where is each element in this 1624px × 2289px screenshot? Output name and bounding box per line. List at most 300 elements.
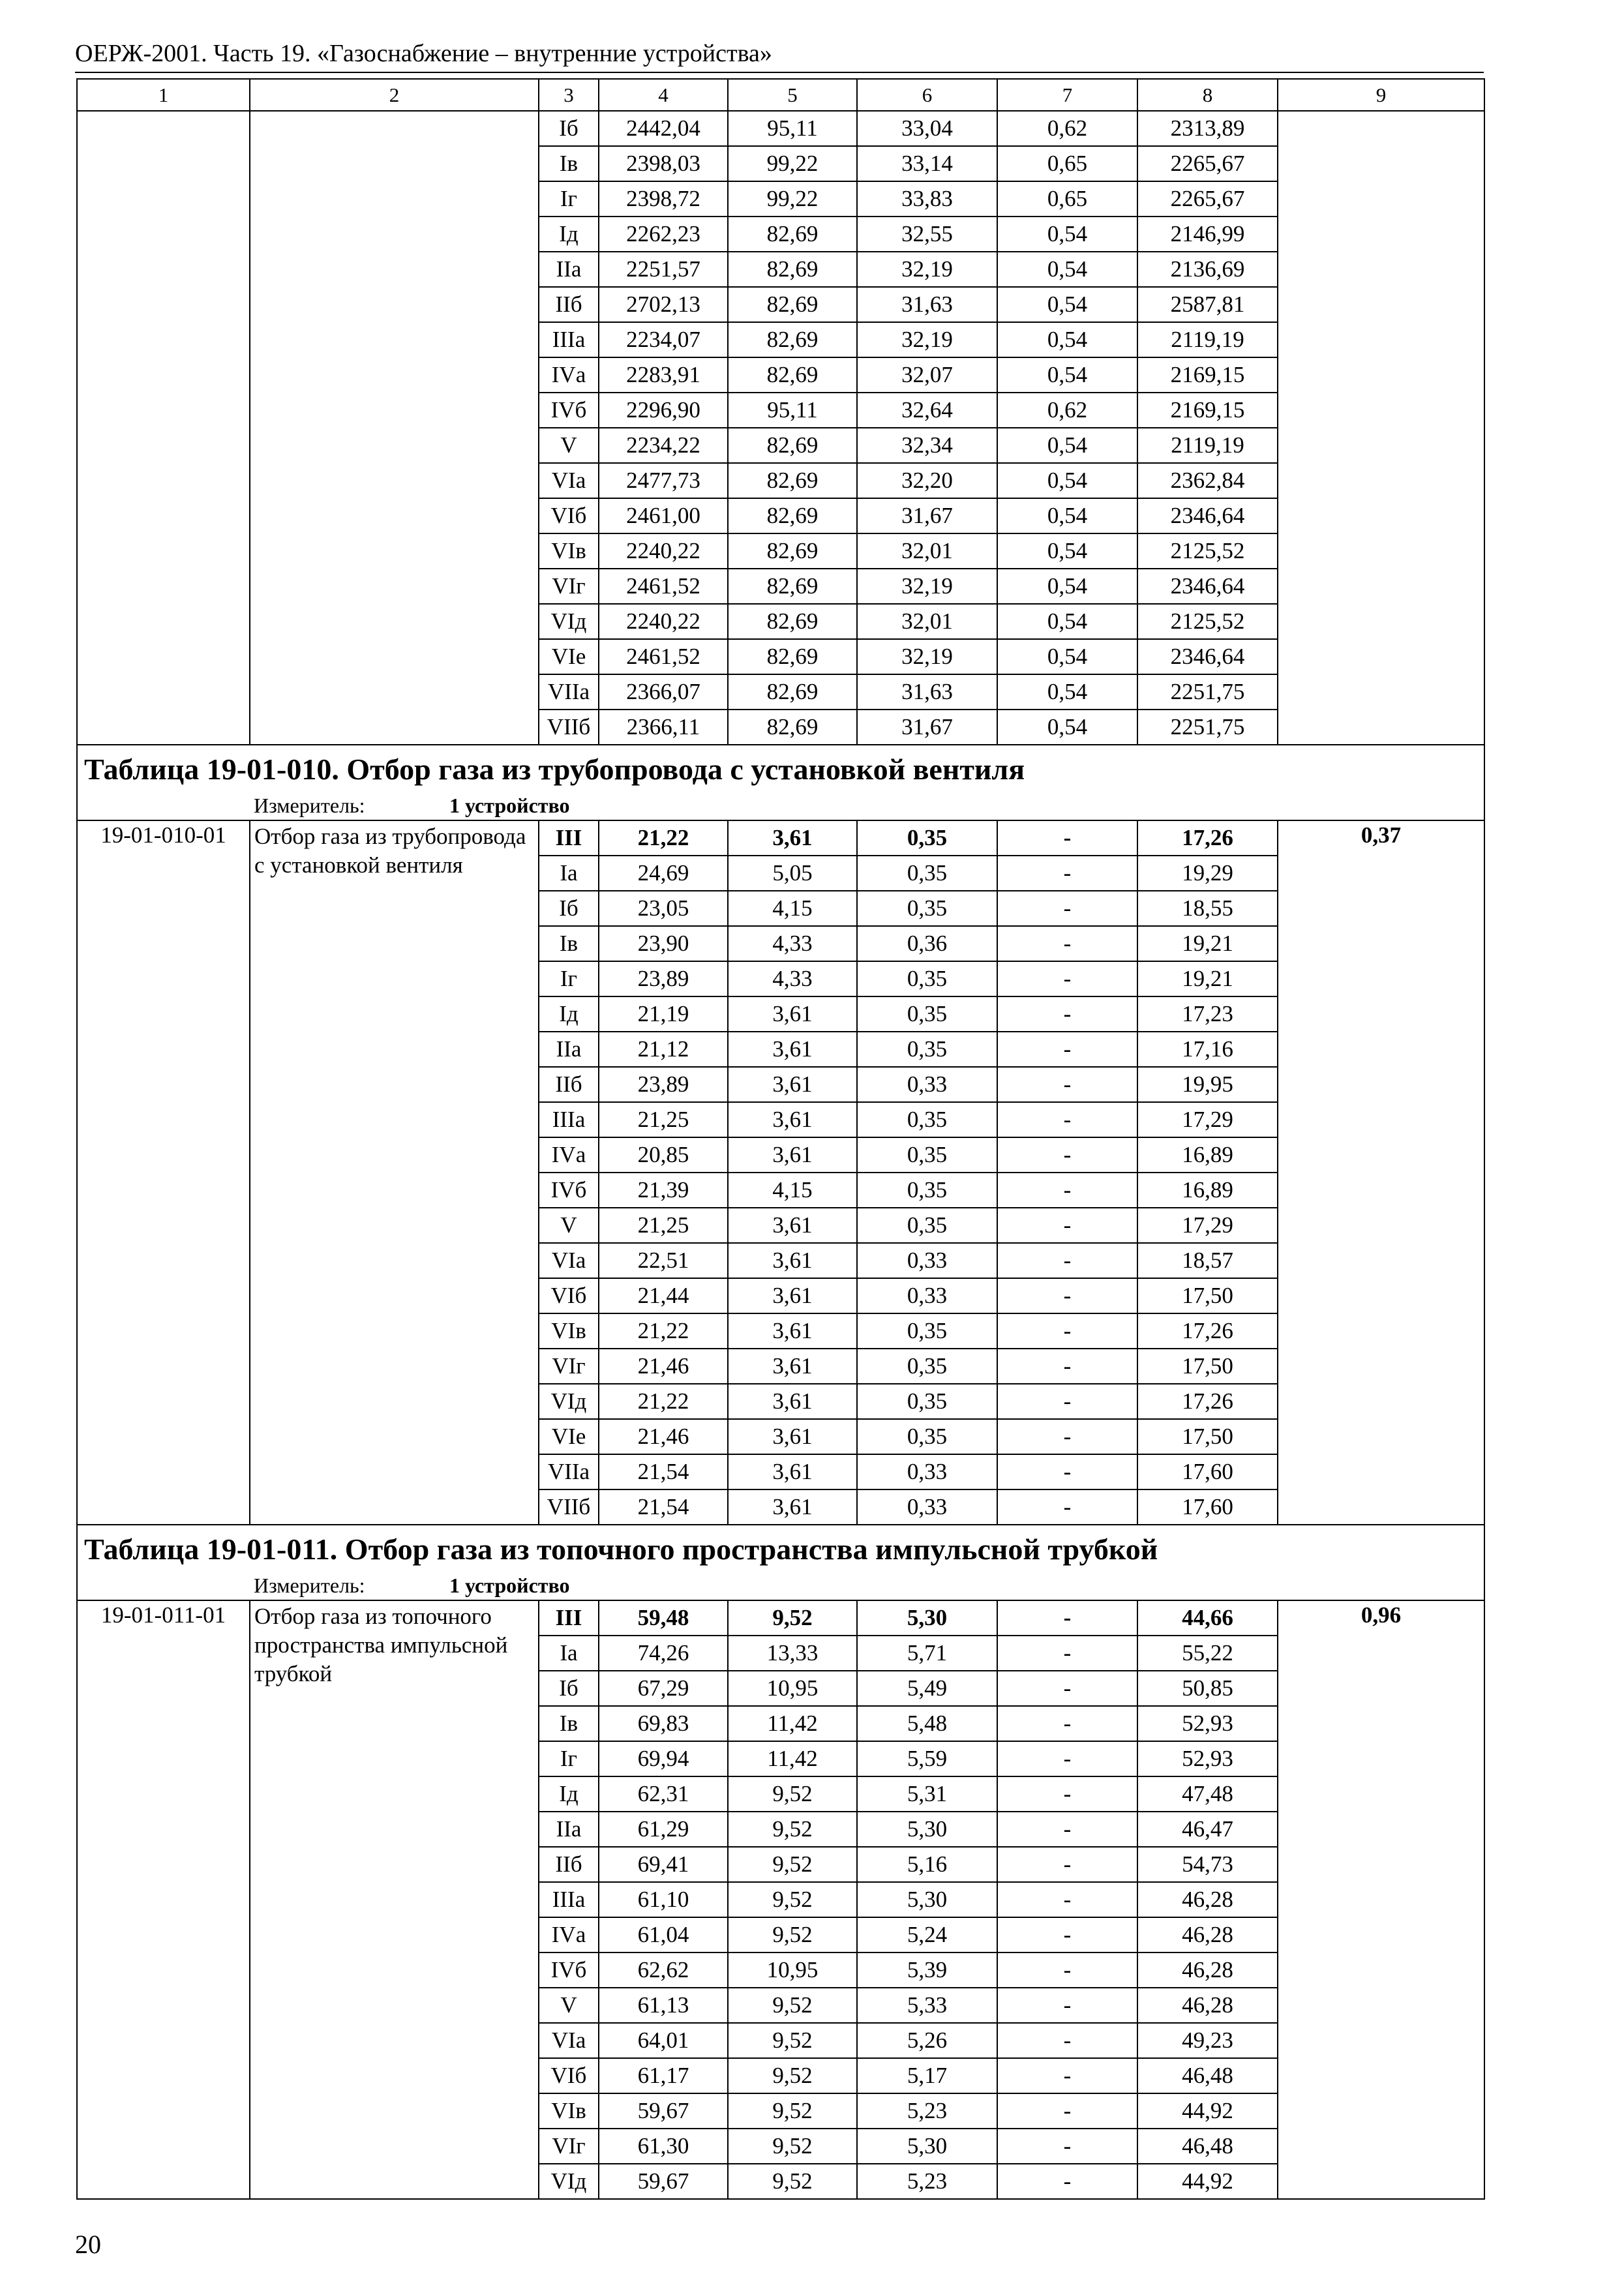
table-cell: - [997, 1917, 1137, 1952]
table-cell: 46,48 [1137, 2129, 1278, 2164]
table-cell: 21,44 [599, 1278, 728, 1313]
table-cell: Iд [539, 217, 599, 252]
table-cell: 3,61 [728, 1349, 857, 1384]
measure-value: 1 устройство [449, 794, 570, 817]
table-cell: 0,33 [857, 1243, 997, 1278]
table-cell: III [539, 1600, 599, 1636]
table-cell: - [997, 1636, 1137, 1671]
table-cell: 61,30 [599, 2129, 728, 2164]
table-cell: IIа [539, 252, 599, 287]
table-cell: 9,52 [728, 1812, 857, 1847]
table-cell: 2366,07 [599, 674, 728, 710]
col9-cell [1278, 111, 1484, 745]
table-cell: 21,22 [599, 820, 728, 856]
table-cell: 2477,73 [599, 463, 728, 498]
table-cell: 0,62 [997, 393, 1137, 428]
table-cell: Iг [539, 1741, 599, 1776]
table-cell: VIе [539, 1419, 599, 1454]
table-cell: VIд [539, 2164, 599, 2199]
table-cell: VIIа [539, 674, 599, 710]
table-cell: 32,19 [857, 252, 997, 287]
table-cell: 5,33 [857, 1988, 997, 2023]
table-cell: 0,54 [997, 357, 1137, 393]
table-cell: 31,63 [857, 674, 997, 710]
table-cell: 32,19 [857, 322, 997, 357]
table-cell: 3,61 [728, 1032, 857, 1067]
table-cell: 0,35 [857, 856, 997, 891]
table-cell: VIв [539, 1313, 599, 1349]
table-cell: 2398,72 [599, 181, 728, 217]
table-cell: 10,95 [728, 1671, 857, 1706]
table-cell: 23,89 [599, 961, 728, 996]
table-cell: 17,26 [1137, 820, 1278, 856]
table-cell: VIа [539, 1243, 599, 1278]
table-cell: 0,35 [857, 1173, 997, 1208]
column-number: 1 [77, 79, 250, 111]
table-cell: 46,48 [1137, 2058, 1278, 2093]
table-cell: 50,85 [1137, 1671, 1278, 1706]
table-cell: 2251,75 [1137, 710, 1278, 745]
table-cell: 5,17 [857, 2058, 997, 2093]
table-cell: 54,73 [1137, 1847, 1278, 1882]
table-cell: Iв [539, 1706, 599, 1741]
table-cell: Iг [539, 181, 599, 217]
table-cell: 2169,15 [1137, 357, 1278, 393]
measure-row [77, 794, 1484, 820]
table-cell: 2398,03 [599, 146, 728, 181]
table-cell: 0,35 [857, 1349, 997, 1384]
table-cell: 9,52 [728, 1600, 857, 1636]
column-number: 6 [857, 79, 997, 111]
table-cell: 74,26 [599, 1636, 728, 1671]
table-cell: 16,89 [1137, 1173, 1278, 1208]
table-cell: 2169,15 [1137, 393, 1278, 428]
code-cell [77, 111, 250, 745]
table-cell: 11,42 [728, 1741, 857, 1776]
table-cell: 5,30 [857, 1600, 997, 1636]
table-cell: 46,28 [1137, 1988, 1278, 2023]
table-cell: 32,19 [857, 569, 997, 604]
table-cell: 67,29 [599, 1671, 728, 1706]
table-cell: 18,55 [1137, 891, 1278, 926]
table-cell: 9,52 [728, 1847, 857, 1882]
table-cell: 82,69 [728, 569, 857, 604]
table-cell: 31,67 [857, 498, 997, 533]
table-cell: 59,48 [599, 1600, 728, 1636]
table-cell: 82,69 [728, 604, 857, 639]
table-cell: IIб [539, 287, 599, 322]
table-cell: 17,26 [1137, 1384, 1278, 1419]
name-cell: Отбор газа из топочного пространства импульсной трубкой [250, 1600, 539, 2199]
table-cell: 21,12 [599, 1032, 728, 1067]
table-cell: 82,69 [728, 287, 857, 322]
table-cell: 2240,22 [599, 604, 728, 639]
table-cell: 47,48 [1137, 1776, 1278, 1812]
table-cell: 0,33 [857, 1489, 997, 1525]
table-cell: 0,62 [997, 111, 1137, 146]
table-cell: Iг [539, 961, 599, 996]
table-row [77, 820, 1484, 856]
column-number-row [77, 79, 1484, 111]
table-cell: 33,83 [857, 181, 997, 217]
col9-cell: 0,96 [1278, 1600, 1484, 2199]
table-cell: VIд [539, 604, 599, 639]
table-cell: 82,69 [728, 533, 857, 569]
table-cell: 2362,84 [1137, 463, 1278, 498]
measure-label: Измеритель: [254, 1574, 365, 1597]
table-cell: Iв [539, 146, 599, 181]
table-cell: 2125,52 [1137, 533, 1278, 569]
table-cell: - [997, 1137, 1137, 1173]
table-cell: V [539, 1208, 599, 1243]
table-cell: - [997, 961, 1137, 996]
table-cell: 0,35 [857, 1137, 997, 1173]
table-cell: 2265,67 [1137, 146, 1278, 181]
table-cell: 21,39 [599, 1173, 728, 1208]
table-cell: 99,22 [728, 181, 857, 217]
table-cell: 82,69 [728, 322, 857, 357]
table-cell: 2296,90 [599, 393, 728, 428]
table-cell: 82,69 [728, 217, 857, 252]
table-cell: 21,46 [599, 1349, 728, 1384]
table-cell: 21,54 [599, 1489, 728, 1525]
table-cell: - [997, 1812, 1137, 1847]
table-cell: 0,35 [857, 1313, 997, 1349]
table-cell: 13,33 [728, 1636, 857, 1671]
table-cell: 17,26 [1137, 1313, 1278, 1349]
table-cell: 2125,52 [1137, 604, 1278, 639]
table-cell: VIв [539, 533, 599, 569]
table-cell: 21,22 [599, 1384, 728, 1419]
table-cell: 9,52 [728, 1917, 857, 1952]
table-cell: 69,94 [599, 1741, 728, 1776]
table-cell: VIIа [539, 1454, 599, 1489]
table-cell: 32,01 [857, 533, 997, 569]
table-cell: 0,54 [997, 533, 1137, 569]
measure-row [77, 1574, 1484, 1600]
table-cell: Iб [539, 891, 599, 926]
table-cell: 44,66 [1137, 1600, 1278, 1636]
table-cell: IIа [539, 1032, 599, 1067]
table-cell: 2461,00 [599, 498, 728, 533]
table-cell: 61,04 [599, 1917, 728, 1952]
table-cell: 19,21 [1137, 961, 1278, 996]
measure-label: Измеритель: [254, 794, 365, 817]
table-cell: 3,61 [728, 1384, 857, 1419]
table-cell: 21,22 [599, 1313, 728, 1349]
table-cell: IVб [539, 1952, 599, 1988]
table-cell: 2702,13 [599, 287, 728, 322]
table-cell: 59,67 [599, 2164, 728, 2199]
column-number: 9 [1278, 79, 1484, 111]
table-cell: 55,22 [1137, 1636, 1278, 1671]
table-cell: VIб [539, 1278, 599, 1313]
table-cell: VIг [539, 1349, 599, 1384]
table-cell: 2346,64 [1137, 639, 1278, 674]
table-cell: 61,29 [599, 1812, 728, 1847]
table-cell: 82,69 [728, 710, 857, 745]
measure-value: 1 устройство [449, 1574, 570, 1597]
table-cell: 0,54 [997, 322, 1137, 357]
table-cell: Iд [539, 1776, 599, 1812]
table-cell: 5,30 [857, 2129, 997, 2164]
table-cell: III [539, 820, 599, 856]
table-cell: - [997, 2093, 1137, 2129]
table-body [77, 79, 1484, 2199]
table-cell: 82,69 [728, 639, 857, 674]
table-cell: 5,39 [857, 1952, 997, 1988]
table-cell: - [997, 1349, 1137, 1384]
table-cell: 3,61 [728, 1489, 857, 1525]
table-cell: 2251,75 [1137, 674, 1278, 710]
table-cell: 0,33 [857, 1067, 997, 1102]
table-cell: 2265,67 [1137, 181, 1278, 217]
table-cell: 0,33 [857, 1278, 997, 1313]
table-cell: - [997, 2023, 1137, 2058]
table-cell: 5,30 [857, 1882, 997, 1917]
table-cell: 0,33 [857, 1454, 997, 1489]
table-cell: 5,26 [857, 2023, 997, 2058]
table-cell: - [997, 1952, 1137, 1988]
table-cell: - [997, 1173, 1137, 1208]
table-cell: 17,16 [1137, 1032, 1278, 1067]
table-cell: 2262,23 [599, 217, 728, 252]
table-cell: 2346,64 [1137, 498, 1278, 533]
table-cell: 17,50 [1137, 1419, 1278, 1454]
table-cell: - [997, 1384, 1137, 1419]
table-cell: 23,90 [599, 926, 728, 961]
table-cell: 2283,91 [599, 357, 728, 393]
rates-table [76, 78, 1485, 2200]
table-row [77, 1600, 1484, 1636]
table-cell: IIIа [539, 1882, 599, 1917]
table-title-row [77, 1525, 1484, 1574]
table-cell: 22,51 [599, 1243, 728, 1278]
table-cell: - [997, 1741, 1137, 1776]
table-cell: 0,54 [997, 604, 1137, 639]
table-title: Таблица 19-01-011. Отбор газа из топочного пространства импульсной трубкой [77, 1525, 1484, 1574]
table-cell: 0,35 [857, 1384, 997, 1419]
table-cell: 19,29 [1137, 856, 1278, 891]
column-number: 4 [599, 79, 728, 111]
table-cell: VIе [539, 639, 599, 674]
table-cell: 17,50 [1137, 1349, 1278, 1384]
table-cell: 3,61 [728, 820, 857, 856]
table-cell: 2442,04 [599, 111, 728, 146]
table-cell: 2240,22 [599, 533, 728, 569]
table-cell: 4,15 [728, 1173, 857, 1208]
table-cell: 32,55 [857, 217, 997, 252]
table-cell: 49,23 [1137, 2023, 1278, 2058]
table-cell: 0,35 [857, 891, 997, 926]
table-cell: - [997, 1988, 1137, 2023]
table-cell: - [997, 1067, 1137, 1102]
table-cell: 2146,99 [1137, 217, 1278, 252]
table-cell: 21,54 [599, 1454, 728, 1489]
table-cell: 5,30 [857, 1812, 997, 1847]
table-cell: Iа [539, 856, 599, 891]
table-cell: - [997, 1671, 1137, 1706]
table-cell: 17,60 [1137, 1489, 1278, 1525]
table-cell: 52,93 [1137, 1706, 1278, 1741]
table-cell: - [997, 1032, 1137, 1067]
table-cell: 3,61 [728, 1419, 857, 1454]
table-cell: 11,42 [728, 1706, 857, 1741]
table-cell: - [997, 996, 1137, 1032]
table-cell: 2119,19 [1137, 428, 1278, 463]
table-title: Таблица 19-01-010. Отбор газа из трубопровода с установкой вентиля [77, 745, 1484, 794]
table-cell: IIб [539, 1067, 599, 1102]
table-cell: 0,54 [997, 710, 1137, 745]
table-cell: VIа [539, 2023, 599, 2058]
table-cell: 0,35 [857, 1419, 997, 1454]
table-cell: - [997, 1600, 1137, 1636]
page-number: 20 [75, 2230, 101, 2259]
table-cell: 99,22 [728, 146, 857, 181]
table-cell: 0,35 [857, 1208, 997, 1243]
table-cell: 0,54 [997, 674, 1137, 710]
table-cell: 2234,22 [599, 428, 728, 463]
table-cell: 33,04 [857, 111, 997, 146]
table-row [77, 111, 1484, 146]
table-cell: 5,48 [857, 1706, 997, 1741]
table-cell: V [539, 428, 599, 463]
table-cell: - [997, 2129, 1137, 2164]
table-cell: 9,52 [728, 2058, 857, 2093]
table-cell: 0,54 [997, 252, 1137, 287]
table-cell: - [997, 2058, 1137, 2093]
table-cell: VIб [539, 2058, 599, 2093]
table-cell: 5,16 [857, 1847, 997, 1882]
table-cell: VIв [539, 2093, 599, 2129]
table-cell: IVа [539, 1917, 599, 1952]
table-cell: IVа [539, 357, 599, 393]
column-number: 2 [250, 79, 539, 111]
table-cell: - [997, 1489, 1137, 1525]
table-cell: 46,47 [1137, 1812, 1278, 1847]
table-cell: 5,31 [857, 1776, 997, 1812]
table-cell: - [997, 926, 1137, 961]
table-cell: 82,69 [728, 498, 857, 533]
table-cell: VIб [539, 498, 599, 533]
table-cell: V [539, 1988, 599, 2023]
table-cell: 2313,89 [1137, 111, 1278, 146]
table-cell: 5,59 [857, 1741, 997, 1776]
table-cell: 0,65 [997, 181, 1137, 217]
table-cell: 2587,81 [1137, 287, 1278, 322]
table-cell: 69,83 [599, 1706, 728, 1741]
table-cell: 9,52 [728, 2164, 857, 2199]
table-cell: VIа [539, 463, 599, 498]
table-cell: 21,19 [599, 996, 728, 1032]
table-cell: 19,95 [1137, 1067, 1278, 1102]
table-cell: 69,41 [599, 1847, 728, 1882]
table-cell: 5,23 [857, 2164, 997, 2199]
table-cell: 64,01 [599, 2023, 728, 2058]
document-header: ОЕРЖ-2001. Часть 19. «Газоснабжение – внутренние устройства» [75, 40, 772, 67]
table-cell: 59,67 [599, 2093, 728, 2129]
table-cell: 44,92 [1137, 2164, 1278, 2199]
table-cell: 32,19 [857, 639, 997, 674]
table-cell: 4,33 [728, 926, 857, 961]
table-cell: 21,25 [599, 1102, 728, 1137]
table-cell: 3,61 [728, 1313, 857, 1349]
table-cell: 21,25 [599, 1208, 728, 1243]
table-cell: - [997, 1776, 1137, 1812]
table-cell: 3,61 [728, 1454, 857, 1489]
table-cell: 0,54 [997, 498, 1137, 533]
table-cell: 17,23 [1137, 996, 1278, 1032]
table-cell: 0,54 [997, 569, 1137, 604]
table-cell: 2346,64 [1137, 569, 1278, 604]
table-cell: 5,23 [857, 2093, 997, 2129]
table-cell: - [997, 1102, 1137, 1137]
table-cell: - [997, 856, 1137, 891]
table-cell: Iб [539, 111, 599, 146]
table-cell: 0,65 [997, 146, 1137, 181]
name-cell: Отбор газа из трубопровода с установкой вентиля [250, 820, 539, 1525]
column-number: 7 [997, 79, 1137, 111]
table-cell: IVа [539, 1137, 599, 1173]
table-cell: 95,11 [728, 111, 857, 146]
table-title-row [77, 745, 1484, 794]
table-cell: 5,05 [728, 856, 857, 891]
table-cell: 17,29 [1137, 1208, 1278, 1243]
table-cell: 3,61 [728, 996, 857, 1032]
table-cell: 17,29 [1137, 1102, 1278, 1137]
table-cell: 82,69 [728, 428, 857, 463]
code-cell: 19-01-011-01 [77, 1600, 250, 2199]
table-cell: 82,69 [728, 357, 857, 393]
table-cell: - [997, 1706, 1137, 1741]
table-cell: 61,17 [599, 2058, 728, 2093]
table-cell: 32,20 [857, 463, 997, 498]
table-cell: 9,52 [728, 2129, 857, 2164]
table-cell: 46,28 [1137, 1952, 1278, 1988]
table-cell: 3,61 [728, 1278, 857, 1313]
table-cell: IIб [539, 1847, 599, 1882]
col9-cell: 0,37 [1278, 820, 1484, 1525]
table-cell: 82,69 [728, 674, 857, 710]
table-cell: 20,85 [599, 1137, 728, 1173]
table-cell: VIг [539, 2129, 599, 2164]
table-cell: 16,89 [1137, 1137, 1278, 1173]
table-cell: 44,92 [1137, 2093, 1278, 2129]
table-cell: IIIа [539, 322, 599, 357]
table-cell: 9,52 [728, 1988, 857, 2023]
table-cell: 0,35 [857, 961, 997, 996]
table-cell: 0,54 [997, 428, 1137, 463]
table-cell: 46,28 [1137, 1882, 1278, 1917]
table-cell: 23,05 [599, 891, 728, 926]
table-cell: 2136,69 [1137, 252, 1278, 287]
table-cell: 3,61 [728, 1137, 857, 1173]
table-cell: 9,52 [728, 2023, 857, 2058]
table-cell: VIIб [539, 1489, 599, 1525]
table-cell: 5,49 [857, 1671, 997, 1706]
table-cell: 46,28 [1137, 1917, 1278, 1952]
name-cell [250, 111, 539, 745]
table-cell: Iд [539, 996, 599, 1032]
table-cell: 5,71 [857, 1636, 997, 1671]
table-cell: 0,35 [857, 820, 997, 856]
table-cell: VIIб [539, 710, 599, 745]
column-number: 8 [1137, 79, 1278, 111]
table-cell: Iв [539, 926, 599, 961]
table-cell: - [997, 1847, 1137, 1882]
table-cell: 9,52 [728, 1776, 857, 1812]
header-rule [75, 72, 1484, 73]
